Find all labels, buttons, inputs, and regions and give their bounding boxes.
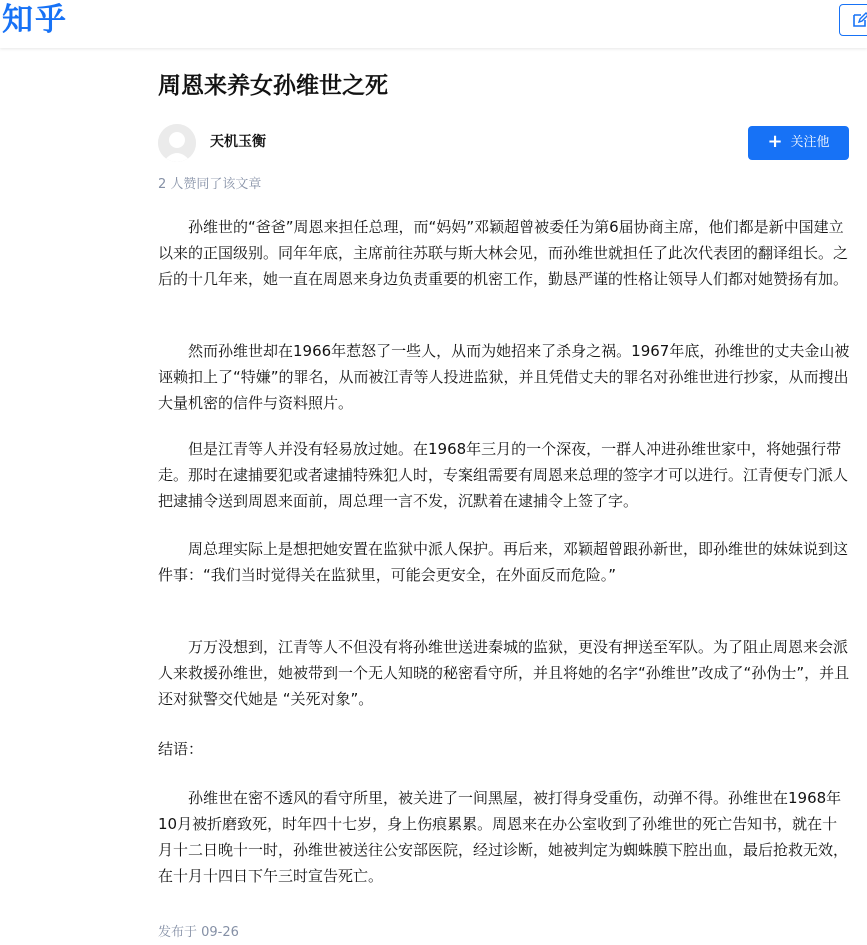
follow-button-label: 关注他	[790, 135, 830, 150]
paragraph: 孙维世在密不透风的看守所里，被关进了一间黑屋，被打得身受重伤，动弹不得。孙维世在1968年10月被折磨致死，时年四十七岁，身上伤痕累累。周恩来在办公室收到了孙维世的死亡告知书，就在十月十二日晚十一时，孙维世被送往公安部医院，经过诊断，她被判定为蜘蛛膜下腔出血，最后抢救无效，在十月十四日下午三时宣告死亡。	[158, 789, 849, 885]
zhihu-logo[interactable]: 知乎	[2, 2, 68, 38]
plus-icon: +	[767, 131, 783, 152]
top-bar	[0, 0, 867, 48]
likes-count: 2 人赞同了该文章	[158, 177, 262, 192]
paragraph: 但是江青等人并没有轻易放过她。在1968年三月的一个深夜，一群人冲进孙维世家中，将她强行带走。那时在逮捕要犯或者逮捕特殊犯人时，专案组需要有周恩来总理的签字才可以进行。江青便专门派人把逮捕令送到周恩来面前，周总理一言不发，沉默着在逮捕令上签了字。	[158, 440, 849, 510]
paragraph: 周总理实际上是想把她安置在监狱中派人保护。再后来，邓颖超曾跟孙新世，即孙维世的妹妹说到这件事：“我们当时觉得关在监狱里，可能会更安全，在外面反而危险。”	[158, 540, 849, 584]
author-avatar[interactable]	[158, 124, 196, 162]
paragraph: 孙维世的“爸爸”周恩来担任总理，而“妈妈”邓颖超曾被委任为第6届协商主席，他们都是新中国建立以来的正国级别。同年年底，主席前往苏联与斯大林会见，而孙维世就担任了此次代表团的翻译组长。之后的十几年来，她一直在周恩来身边负责重要的机密工作，勤恳严谨的性格让领导人们都对她赞扬有加。	[158, 218, 849, 288]
paragraph: 然而孙维世却在1966年惹怒了一些人，从而为她招来了杀身之祸。1967年底，孙维世的丈夫金山被诬赖扣上了“特嫌”的罪名，从而被江青等人投进监狱，并且凭借丈夫的罪名对孙维世进行抄家，从而搜出大量机密的信件与资料照片。	[158, 342, 850, 412]
write-button[interactable]	[839, 4, 867, 36]
paragraph: 万万没想到，江青等人不但没有将孙维世送进秦城的监狱，更没有押送至军队。为了阻止周恩来会派人来救援孙维世，她被带到一个无人知晓的秘密看守所，并且将她的名字“孙维世”改成了“孙伪士”，并且还对狱警交代她是 “关死对象”。	[158, 638, 850, 708]
article-title: 周恩来养女孙维世之死	[158, 73, 388, 99]
edit-icon	[852, 12, 867, 28]
default-avatar-icon	[158, 124, 196, 162]
conclusion-heading: 结语：	[158, 740, 204, 758]
author-name[interactable]: 天机玉衡	[210, 134, 266, 150]
publish-date: 发布于 09-26	[158, 925, 239, 940]
follow-button[interactable]	[748, 126, 849, 160]
